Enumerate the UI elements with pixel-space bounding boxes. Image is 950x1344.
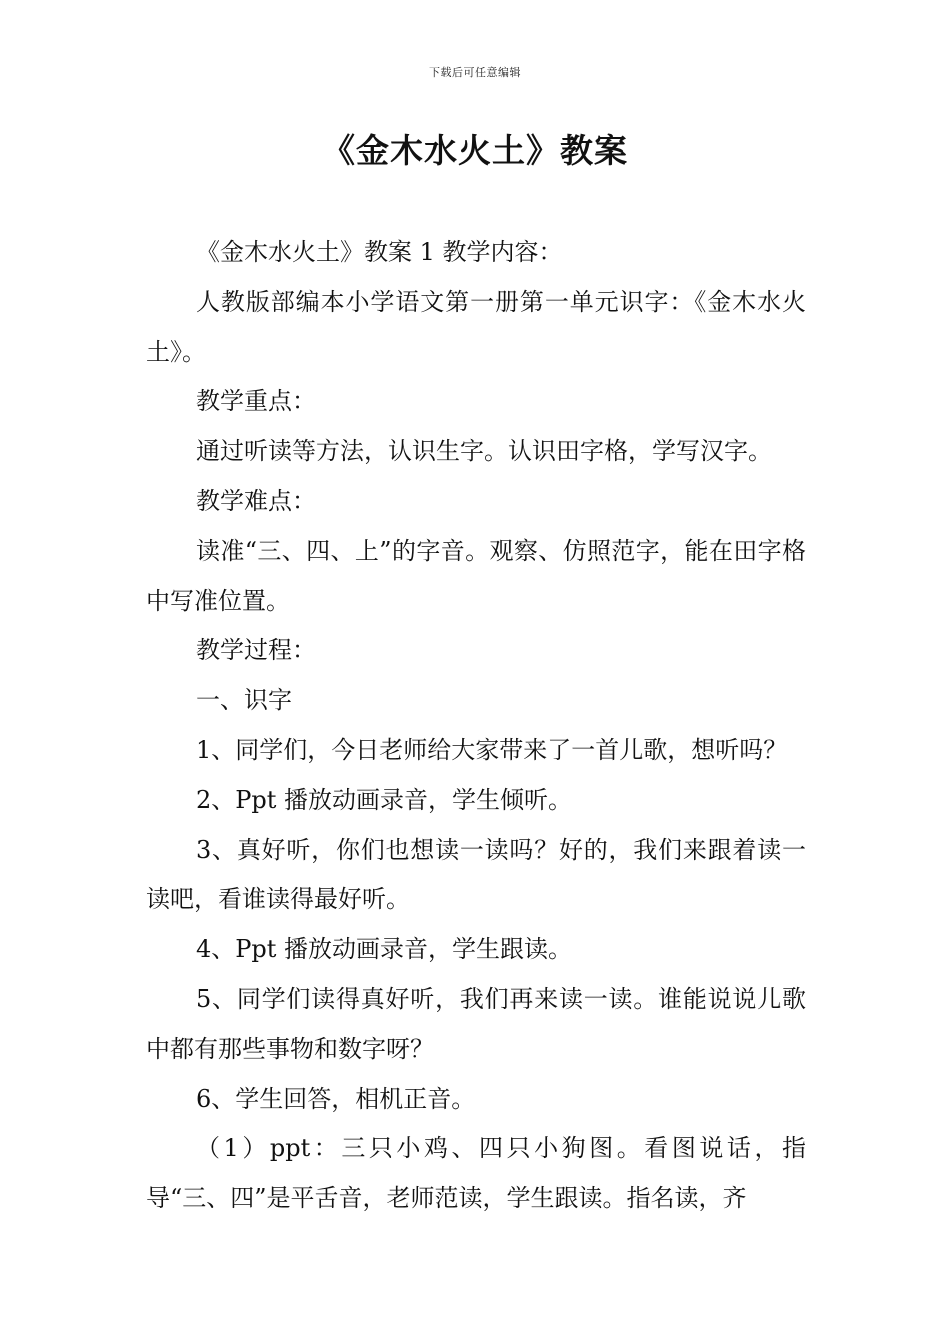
paragraph-textbook: 人教版部编本小学语文第一册第一单元识字：《金木水火土》。 xyxy=(146,287,806,366)
paragraph-step-6: 6、学生回答，相机正音。 xyxy=(196,1084,476,1113)
document-title: 《金木水火土》教案 xyxy=(322,131,628,170)
paragraph-teaching-content: 《金木水火土》教案 1 教学内容： xyxy=(196,238,563,266)
paragraph-key-points: 通过听读等方法，认识生字。认识田字格，学写汉字。 xyxy=(196,437,772,466)
paragraph-step-3: 3、真好听，你们也想读一读吗？好的，我们来跟着读一读吧，看谁读得最好听。 xyxy=(146,835,806,914)
paragraph-step-5: 5、同学们读得真好听，我们再来读一读。谁能说说儿歌中都有那些事物和数字呀？ xyxy=(146,984,806,1063)
paragraph-difficulties: 读准“三、四、上”的字音。观察、仿照范字，能在田字格中写准位置。 xyxy=(146,536,806,615)
paragraph-process-heading: 教学过程： xyxy=(196,636,316,665)
header-note: 下载后可任意编辑 xyxy=(429,66,521,79)
paragraph-step-4: 4、Ppt 播放动画录音，学生跟读。 xyxy=(196,935,573,964)
paragraph-substep-1: （1）ppt：三只小鸡、四只小狗图。看图说话，指导“三、四”是平舌音，老师范读，学生跟读。指名读，齐 xyxy=(146,1134,806,1213)
paragraph-step-1: 1、同学们，今日老师给大家带来了一首儿歌，想听吗？ xyxy=(196,735,788,764)
document-body xyxy=(146,228,806,1224)
paragraph-step-2: 2、Ppt 播放动画录音，学生倾听。 xyxy=(196,785,573,814)
paragraph-difficulties-heading: 教学难点： xyxy=(196,486,316,515)
paragraph-section-literacy: 一、识字 xyxy=(196,686,292,715)
paragraph-key-points-heading: 教学重点： xyxy=(196,387,316,416)
